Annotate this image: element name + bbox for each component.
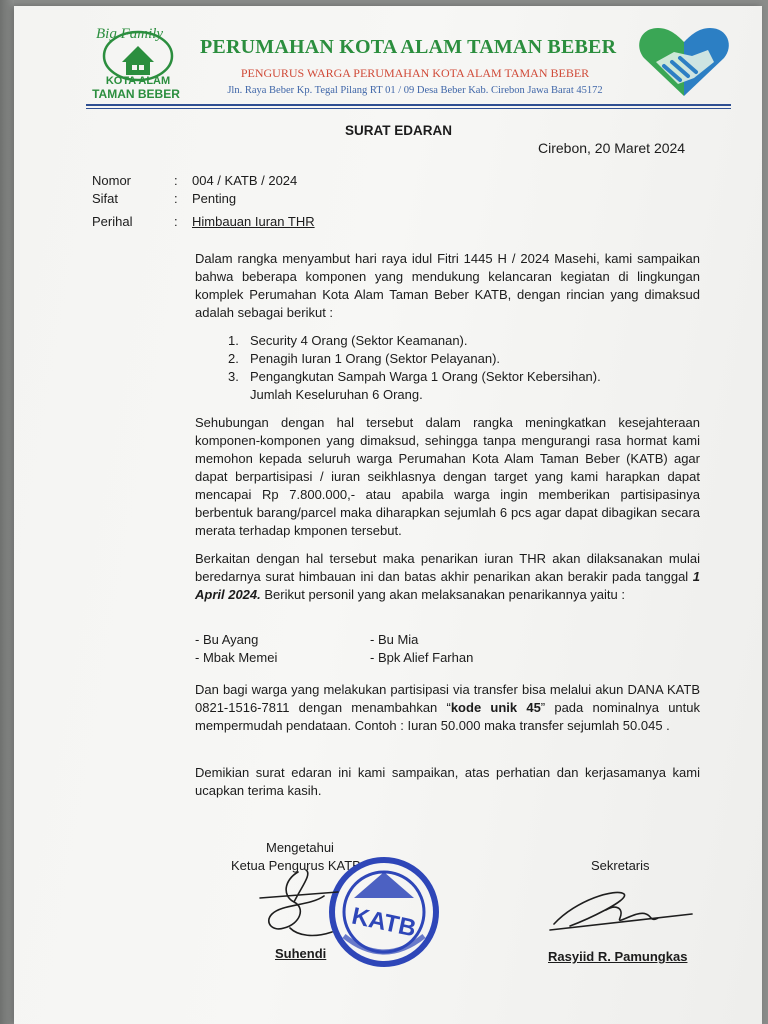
meta-sep: : (174, 173, 178, 188)
list-total (228, 386, 648, 404)
list-text: Security 4 Orang (Sektor Keamanan). (250, 333, 468, 348)
total-text: Jumlah Keseluruhan 6 Orang. (250, 387, 423, 402)
svg-text:TAMAN BEBER: TAMAN BEBER (92, 87, 180, 101)
list-text: Penagih Iuran 1 Orang (Sektor Pelayanan). (250, 351, 501, 366)
secretary-signature-icon (546, 880, 696, 940)
closing-paragraph: Demikian surat edaran ini kami sampaikan, atas perhatian dan kerjasamanya kami ucapkan terima kasih. (195, 765, 700, 798)
collection-text-end: Berikut personil yang akan melaksanakan penarikannya yaitu : (260, 587, 625, 602)
personnel-item: - Mbak Memei (195, 650, 278, 665)
svg-text:Big Family: Big Family (96, 26, 164, 42)
chairman-name: Suhendi (275, 946, 327, 961)
personnel-item: - Bpk Alief Farhan (370, 650, 474, 665)
list-item (228, 350, 648, 368)
intro-paragraph: Dalam rangka menyambut hari raya idul Fitri 1445 H / 2024 Masehi, kami sampaikan bahwa beberapa komponen yang mendukung kelancaran kegiatan di lingkungan komplek Perumahan Kota Alam Taman Beber KATB, dengan rincian yang dimaksud adalah sebagai berikut : (195, 251, 700, 320)
org-subtitle: PENGURUS WARGA PERUMAHAN KOTA ALAM TAMAN BEBER (240, 66, 590, 80)
meta-sep: : (174, 214, 178, 229)
meta-key: Sifat (92, 191, 119, 206)
collection-text: Berkaitan dengan hal tersebut maka penarikan iuran THR akan dilaksanakan mulai beredarnya surat himbauan ini dan batas akhir penarikan akan berakir pada tanggal (195, 551, 700, 584)
unique-code: kode unik 45 (450, 700, 541, 715)
transfer-text-end: ” pada nominalnya untuk mempermudah pendataan. Contoh : Iuran 50.000 maka transfer sejumlah 50.045 . (195, 700, 700, 733)
handshake-heart-icon (634, 22, 734, 100)
request-paragraph: Sehubungan dengan hal tersebut dalam rangka meningkatkan kesejahteraan komponen-komponen yang dimaksud, sehingga tanpa mengurangi rasa hormat kami memohon kepada seluruh warga Perumahan Kota Alam Taman Beber (KATB) agar dapat berpartisipasi / iuran seikhlasnya dengan target yang kami harapkan dapat mencapai Rp 7.800.000,- atau apabila warga ingin memberikan partisipasinya berbentuk barang/parcel maka diharapkan sejumlah 6 pcs agar dapat dibagikan secara merata terhadap kmponen tersebut. (195, 415, 700, 538)
personnel-item: - Bu Ayang (195, 632, 259, 647)
table-surface (0, 0, 14, 1024)
meta-key: Perihal (92, 214, 133, 229)
meta-value: Himbauan Iuran THR (192, 214, 315, 229)
document-date: Cirebon, 20 Maret 2024 (538, 140, 686, 156)
list-text: Pengangkutan Sampah Warga 1 Orang (Sektor Kebersihan). (250, 369, 601, 384)
meta-value: Penting (192, 191, 237, 206)
list-number: 2. (228, 351, 239, 366)
list-item (228, 368, 648, 386)
component-list (228, 332, 648, 404)
secretary-label: Sekretaris (591, 858, 650, 873)
document-title: SURAT EDARAN (345, 123, 452, 138)
personnel-item: - Bu Mia (370, 632, 419, 647)
meta-key: Nomor (92, 173, 132, 188)
list-number: 1. (228, 333, 239, 348)
secretary-name: Rasyiid R. Pamungkas (548, 949, 688, 964)
meta-sep: : (174, 191, 178, 206)
housing-logo-icon (86, 14, 190, 102)
org-title: PERUMAHAN KOTA ALAM TAMAN BEBER (200, 36, 617, 58)
meta-value: 004 / KATB / 2024 (192, 173, 298, 188)
collection-paragraph (195, 550, 700, 604)
transfer-paragraph (195, 681, 700, 735)
chairman-signature-icon (254, 866, 344, 948)
list-item (228, 332, 648, 350)
deadline-date: 1 April 2024. (195, 569, 700, 602)
acknowledged-label: Mengetahui (266, 840, 334, 855)
header-divider (86, 104, 731, 106)
transfer-text: Dan bagi warga yang melakukan partisipasi via transfer bisa melalui akun DANA KATB 0821-1516-7811 dengan menambahkan “ (195, 682, 700, 715)
chairman-label: Ketua Pengurus KATB (231, 858, 361, 873)
header-divider-thin (86, 108, 731, 109)
svg-text:KOTA ALAM: KOTA ALAM (105, 75, 171, 87)
svg-text:KATB: KATB (349, 902, 419, 943)
list-number: 3. (228, 369, 239, 384)
org-address: Jln. Raya Beber Kp. Tegal Pilang RT 01 / 09 Desa Beber Kab. Cirebon Jawa Barat 45172 (227, 85, 603, 96)
